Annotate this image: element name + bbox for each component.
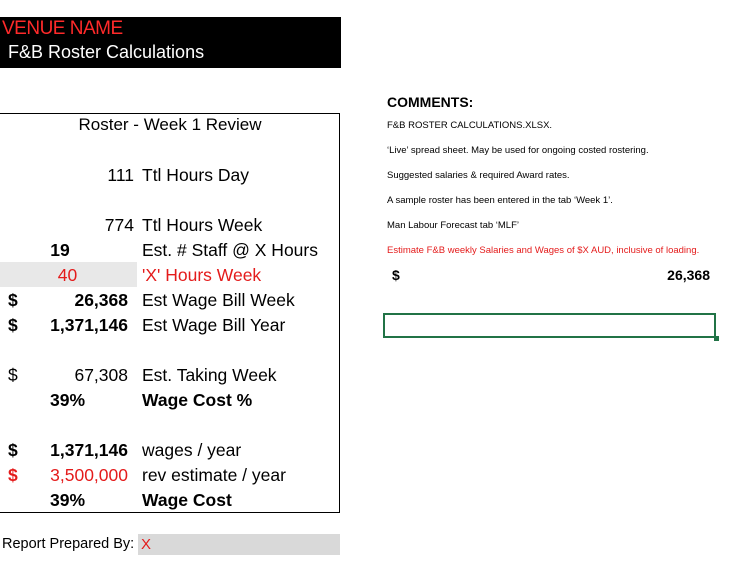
comment-line[interactable]: Suggested salaries & required Award rates. [387, 170, 570, 181]
wage-bill-week-label[interactable]: Est Wage Bill Week [142, 290, 295, 310]
report-prepared-input[interactable] [138, 534, 340, 555]
est-staff-value[interactable]: 19 [50, 240, 70, 260]
est-staff-label[interactable]: Est. # Staff @ X Hours [142, 240, 318, 260]
rev-estimate-value[interactable]: 3,500,000 [50, 465, 128, 485]
comment-line-estimate[interactable]: Estimate F&B weekly Salaries and Wages of $X AUD, inclusive of loading. [387, 245, 700, 256]
review-title[interactable]: Roster - Week 1 Review [78, 115, 262, 134]
selected-cell[interactable] [383, 313, 716, 338]
ttl-hours-day-value[interactable]: 111 [107, 165, 134, 185]
taking-week-currency: $ [8, 365, 18, 385]
report-prepared-value[interactable]: X [141, 536, 152, 553]
wage-cost-value[interactable]: 39% [49, 490, 86, 510]
ttl-hours-week-value[interactable]: 774 [104, 215, 134, 235]
comments-title[interactable]: COMMENTS: [387, 94, 474, 110]
report-prepared-label: Report Prepared By: [2, 536, 135, 552]
estimate-currency: $ [392, 267, 400, 283]
estimate-value[interactable]: 26,368 [667, 267, 710, 283]
wage-bill-year-currency: $ [8, 315, 18, 335]
fill-handle[interactable] [714, 336, 719, 341]
wages-year-currency: $ [8, 440, 18, 460]
comment-line[interactable]: A sample roster has been entered in the tab ‘Week 1’. [387, 195, 613, 206]
comment-line[interactable]: F&B ROSTER CALCULATIONS.XLSX. [387, 120, 553, 131]
wage-cost-label[interactable]: Wage Cost [142, 490, 232, 510]
comment-line[interactable]: ‘Live’ spread sheet. May be used for ongoing costed rostering. [387, 145, 649, 156]
taking-week-label[interactable]: Est. Taking Week [142, 365, 277, 385]
comment-line[interactable]: Man Labour Forecast tab ‘MLF’ [387, 220, 520, 231]
wage-bill-week-value[interactable]: 26,368 [74, 290, 128, 310]
ttl-hours-day-label[interactable]: Ttl Hours Day [142, 165, 249, 185]
taking-week-value[interactable]: 67,308 [74, 365, 128, 385]
wage-cost-pct-value[interactable]: 39% [49, 390, 86, 410]
wage-cost-pct-label[interactable]: Wage Cost % [142, 390, 253, 410]
ttl-hours-week-label[interactable]: Ttl Hours Week [142, 215, 263, 235]
wages-year-label[interactable]: wages / year [142, 440, 242, 460]
wages-year-value[interactable]: 1,371,146 [50, 440, 128, 460]
venue-name[interactable]: VENUE NAME [2, 18, 123, 39]
wage-bill-year-value[interactable]: 1,371,146 [50, 315, 128, 335]
wage-bill-year-label[interactable]: Est Wage Bill Year [142, 315, 286, 335]
x-hours-week-label[interactable]: 'X' Hours Week [142, 265, 262, 285]
wage-bill-week-currency: $ [8, 290, 18, 310]
rev-estimate-label[interactable]: rev estimate / year [142, 465, 286, 485]
rev-estimate-currency: $ [8, 465, 18, 485]
report-title[interactable]: F&B Roster Calculations [8, 42, 205, 62]
x-hours-week-value[interactable]: 40 [57, 265, 78, 285]
